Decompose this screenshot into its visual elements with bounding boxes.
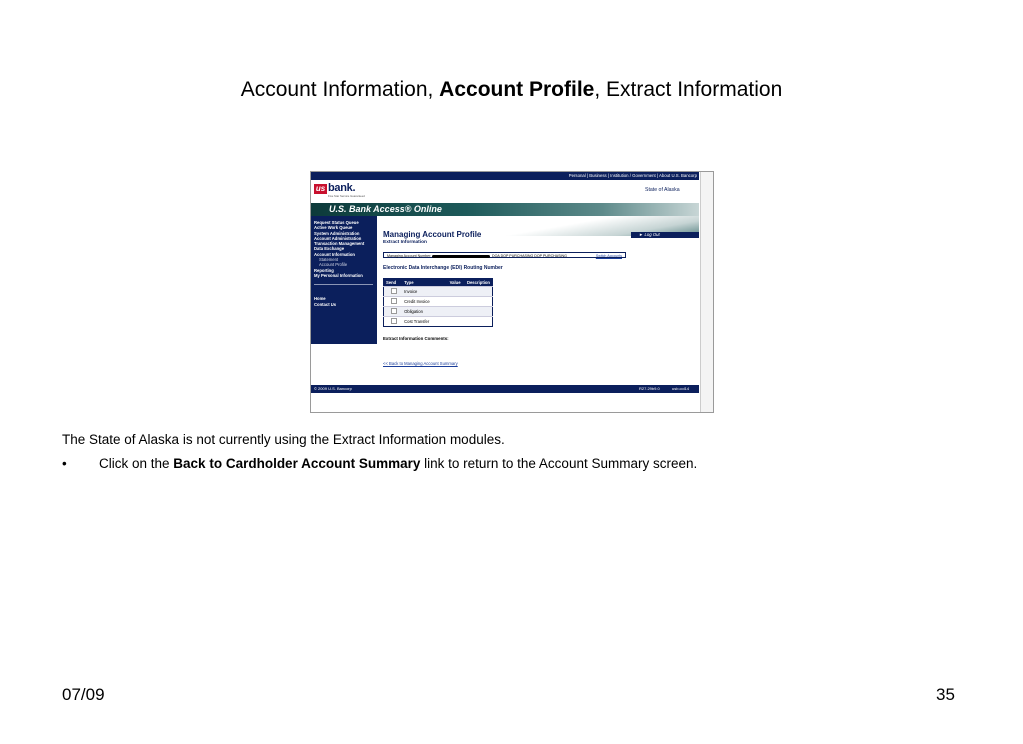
page-heading: Managing Account Profile — [383, 230, 482, 239]
col-value: Value — [448, 279, 465, 287]
edi-heading: Electronic Data Interchange (EDI) Routing Number — [383, 265, 503, 271]
left-nav — [311, 216, 377, 344]
bullet-char: • — [62, 456, 67, 471]
nav-statement[interactable]: Statement — [319, 257, 339, 263]
banner-title: U.S. Bank Access® Online — [329, 204, 442, 214]
nav-divider — [314, 284, 373, 285]
send-checkbox[interactable] — [391, 298, 397, 304]
type-cell: Cost Transfer — [402, 317, 448, 327]
account-bar — [383, 252, 626, 258]
footer-copyright: © 2009 U.S. Bancorp — [314, 386, 352, 391]
col-description: Description — [465, 279, 493, 287]
slide-title — [0, 78, 1023, 102]
send-checkbox[interactable] — [391, 318, 397, 324]
col-type: Type — [402, 279, 448, 287]
logo-bank-text: bank. — [328, 182, 356, 194]
title-part-1: Account Information, — [240, 78, 440, 101]
account-label: Managing Account Number: — [387, 254, 432, 258]
logout-button[interactable] — [631, 232, 699, 238]
title-part-3: , Extract Information — [594, 78, 783, 101]
col-send: Send — [384, 279, 403, 287]
nav-transaction-management[interactable]: Transaction Management — [314, 241, 365, 247]
table-row — [384, 297, 493, 307]
edi-table — [383, 278, 493, 327]
app-banner — [311, 203, 699, 216]
comments-label: Extract Information Comments: — [383, 336, 449, 341]
nav-data-exchange[interactable]: Data Exchange — [314, 246, 345, 252]
slide-date: 07/09 — [62, 685, 105, 704]
footer-bar — [311, 385, 699, 393]
type-cell: Credit Invoice — [402, 297, 448, 307]
edi-header-row — [384, 279, 493, 287]
nav-account-administration[interactable]: Account Administration — [314, 235, 362, 241]
account-name: DOA DOP PURCHASING DOP PURCHASING — [492, 254, 567, 258]
nav-system-administration[interactable]: System Administration — [314, 230, 360, 236]
bullet-text-bold: Back to Cardholder Account Summary — [173, 456, 421, 471]
send-checkbox[interactable] — [391, 308, 397, 314]
nav-active-work-queue[interactable]: Active Work Queue — [314, 225, 353, 231]
nav-account-profile[interactable]: Account Profile — [319, 262, 348, 268]
type-cell: Invoice — [402, 287, 448, 297]
send-checkbox[interactable] — [391, 288, 397, 294]
type-cell: Obligation — [402, 307, 448, 317]
nav-request-status-queue[interactable]: Request Status Queue — [314, 220, 359, 225]
back-to-summary-link[interactable]: << Back to Managing Account Summary — [383, 361, 458, 366]
usbank-logo[interactable] — [314, 182, 368, 198]
switch-accounts-link[interactable]: Switch Accounts — [595, 254, 622, 258]
footer-server: usb.col14 — [672, 386, 690, 391]
bullet-text — [99, 456, 697, 471]
slide-page-number: 35 — [936, 685, 955, 704]
nav-home[interactable]: Home — [314, 296, 326, 302]
top-nav-bar[interactable]: Personal | Business | Institution / Government | About U.S. Bancorp — [311, 172, 699, 180]
nav-account-information[interactable]: Account Information — [314, 251, 355, 257]
footer-version: R27.29b9.0 — [639, 386, 660, 391]
page-subheading: Extract Information — [383, 240, 427, 245]
nav-my-personal-information[interactable]: My Personal Information — [314, 272, 363, 278]
slide-caption: The State of Alaska is not currently using the Extract Information modules. — [62, 432, 505, 447]
logo-tagline: Five Star Service Guaranteed — [328, 194, 365, 198]
account-number-redacted — [432, 255, 490, 258]
scrollbar[interactable] — [700, 172, 713, 412]
table-row — [384, 287, 493, 297]
logout-label: Log Out — [644, 232, 660, 237]
nav-reporting[interactable]: Reporting — [314, 267, 334, 273]
bullet-text-3: link to return to the Account Summary screen. — [420, 456, 698, 471]
logout-arrow-icon: ► — [639, 232, 645, 237]
table-row — [384, 317, 493, 327]
logo-us-mark: us — [315, 184, 326, 193]
bullet-text-1: Click on the — [99, 456, 174, 471]
title-bold: Account Profile — [439, 78, 595, 101]
embedded-screenshot — [310, 171, 714, 413]
nav-contact-us[interactable]: Contact Us — [314, 301, 337, 307]
state-name: State of Alaska — [645, 187, 680, 193]
table-row — [384, 307, 493, 317]
